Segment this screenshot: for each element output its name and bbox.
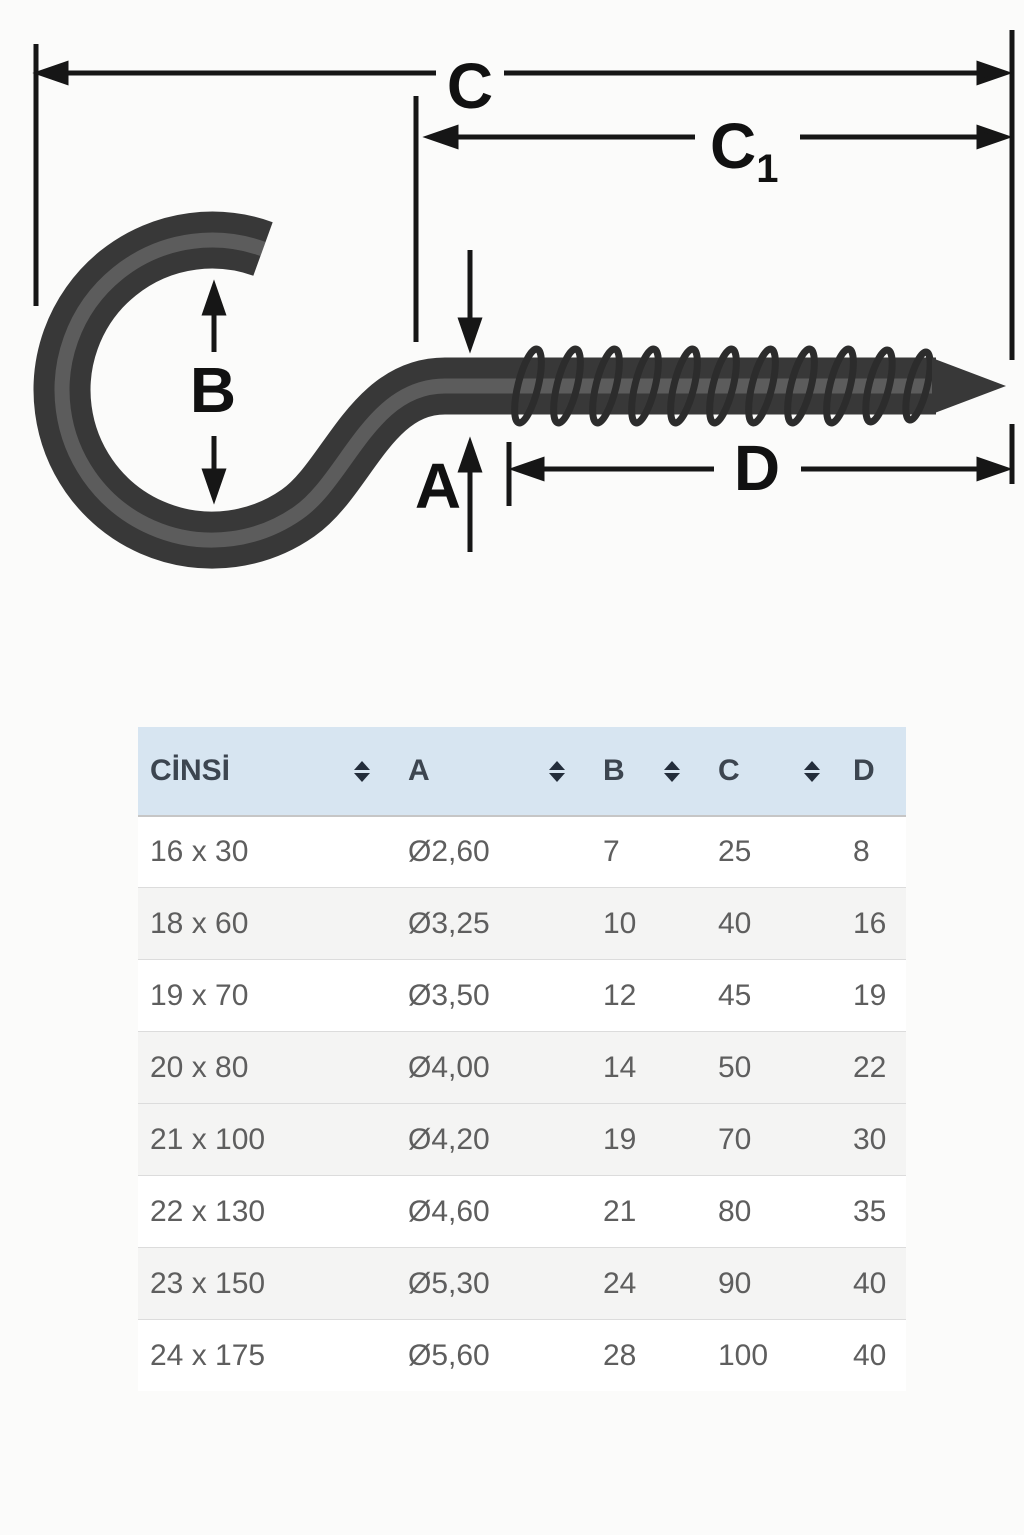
hook-screw-diagram — [0, 0, 1024, 700]
dim-label-c: C — [446, 50, 494, 122]
cell-d: 22 — [853, 1050, 887, 1084]
table-row — [138, 1031, 906, 1103]
column-header-b[interactable] — [583, 727, 698, 815]
cell-b: 12 — [603, 978, 637, 1012]
cell-a: Ø5,30 — [408, 1266, 490, 1300]
cell-c: 70 — [718, 1122, 752, 1156]
cell-a: Ø4,60 — [408, 1194, 490, 1228]
cell-d: 40 — [853, 1266, 887, 1300]
cell-c: 50 — [718, 1050, 752, 1084]
table-body — [138, 815, 906, 1391]
cell-c: 90 — [718, 1266, 752, 1300]
cell-a: Ø2,60 — [408, 835, 490, 868]
cell-a: Ø4,20 — [408, 1122, 490, 1156]
column-header-label: D — [853, 754, 875, 787]
cell-b: 24 — [603, 1266, 637, 1300]
spec-table — [138, 727, 906, 1391]
table-row — [138, 1247, 906, 1319]
cell-cinsi: 20 x 80 — [150, 1050, 249, 1084]
dim-label-c1: $C_1$ — [710, 110, 779, 191]
cell-a: Ø5,60 — [408, 1338, 490, 1372]
cell-cinsi: 23 x 150 — [150, 1266, 266, 1300]
screw-tip — [932, 358, 1006, 414]
cell-c: 45 — [718, 978, 752, 1012]
column-header-d[interactable] — [838, 727, 906, 815]
cell-a: Ø4,00 — [408, 1050, 490, 1084]
sort-icon[interactable] — [549, 761, 565, 782]
cell-d: 35 — [853, 1194, 887, 1228]
dim-label-a: A — [414, 450, 462, 522]
dim-line-c — [40, 64, 1005, 82]
cell-cinsi: 18 x 60 — [150, 906, 249, 940]
table-row — [138, 887, 906, 959]
cell-b: 7 — [603, 835, 620, 868]
table-row — [138, 1319, 906, 1391]
table-row — [138, 1175, 906, 1247]
cell-b: 28 — [603, 1338, 637, 1372]
column-header-a[interactable] — [388, 727, 583, 815]
cell-b: 19 — [603, 1122, 637, 1156]
column-header-c[interactable] — [698, 727, 838, 815]
table-header-row — [138, 727, 906, 815]
cell-cinsi: 16 x 30 — [150, 835, 249, 868]
column-header-label: A — [408, 754, 430, 787]
cell-d: 30 — [853, 1122, 887, 1156]
column-header-label: CİNSİ — [150, 754, 231, 787]
cell-d: 8 — [853, 835, 870, 868]
cell-cinsi: 24 x 175 — [150, 1338, 266, 1372]
table-row — [138, 815, 906, 887]
cell-c: 100 — [718, 1338, 769, 1372]
cell-b: 10 — [603, 906, 637, 940]
cell-c: 80 — [718, 1194, 752, 1228]
column-header-cinsi[interactable] — [138, 727, 388, 815]
table-row — [138, 959, 906, 1031]
sort-icon[interactable] — [664, 761, 680, 782]
dim-label-d: D — [733, 432, 781, 504]
dimension-lines — [36, 30, 1012, 552]
column-header-label: C — [718, 754, 740, 787]
dim-label-b: B — [189, 354, 237, 426]
sort-icon[interactable] — [804, 761, 820, 782]
sort-icon[interactable] — [354, 761, 370, 782]
cell-a: Ø3,50 — [408, 978, 490, 1012]
cell-c: 25 — [718, 835, 752, 868]
cell-cinsi: 22 x 130 — [150, 1194, 266, 1228]
cell-a: Ø3,25 — [408, 906, 490, 940]
table-row — [138, 1103, 906, 1175]
cell-d: 19 — [853, 978, 887, 1012]
cell-b: 14 — [603, 1050, 637, 1084]
column-header-label: B — [603, 754, 625, 787]
cell-d: 40 — [853, 1338, 887, 1372]
cell-c: 40 — [718, 906, 752, 940]
cell-cinsi: 19 x 70 — [150, 978, 249, 1012]
cell-b: 21 — [603, 1194, 637, 1228]
cell-cinsi: 21 x 100 — [150, 1122, 266, 1156]
cell-d: 16 — [853, 906, 887, 940]
